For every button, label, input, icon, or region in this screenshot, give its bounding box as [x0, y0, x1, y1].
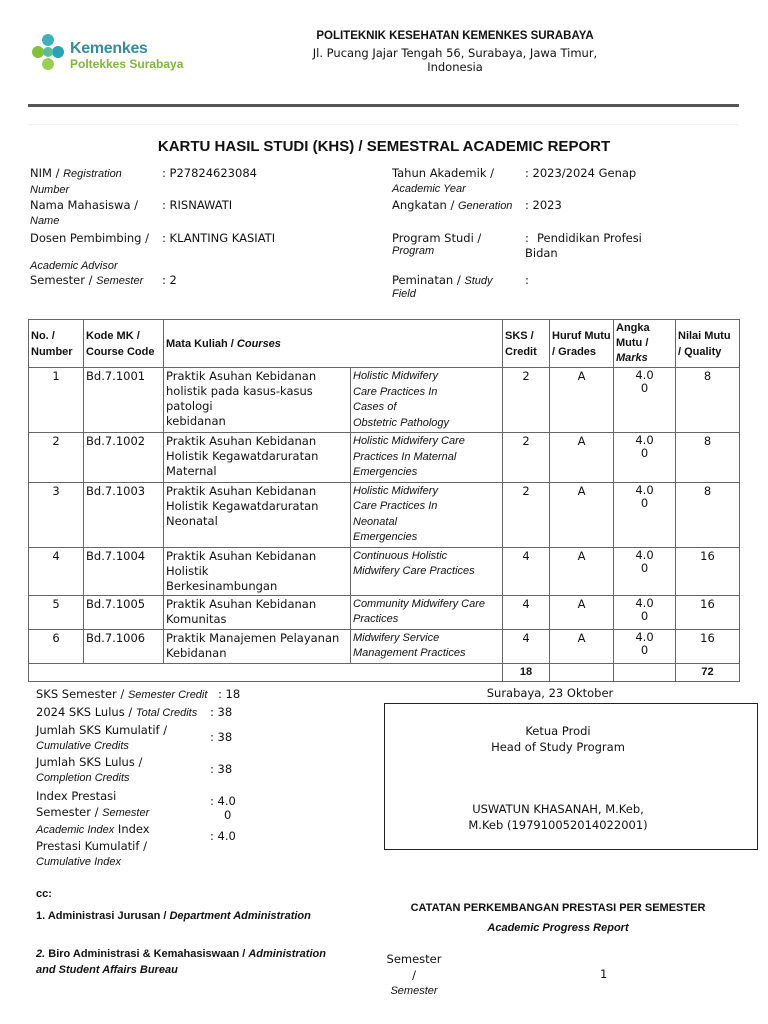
course-code: Bd.7.1002	[84, 433, 164, 483]
row-number: 3	[29, 482, 84, 547]
course-name-en: Community Midwifery Care Practices	[351, 595, 503, 629]
grade-cell: A	[550, 433, 614, 483]
cc-title: cc:	[36, 888, 52, 900]
total-sks: 18	[503, 663, 550, 681]
table-total-row	[29, 663, 740, 681]
header-rule-thin	[28, 124, 739, 125]
year-label: Tahun Akademik / Academic Year	[392, 166, 495, 195]
grade-cell: A	[550, 629, 614, 663]
total-grade-cell	[550, 663, 614, 681]
nim-label: NIM / Registration Number	[30, 166, 122, 196]
quality-cell: 8	[676, 368, 740, 433]
table-row	[29, 482, 740, 547]
course-code: Bd.7.1004	[84, 547, 164, 595]
field-value: :	[525, 273, 529, 287]
cc-item-1: 1. Administrasi Jurusan / Department Administration	[36, 910, 311, 922]
index-label: Index Prestasi Semester / Semester Academic Index Index Prestasi Kumulatif / Cumulative Index	[36, 789, 150, 868]
course-name-en: Midwifery Service Management Practices	[351, 629, 503, 663]
col-header-code: Kode MK / Course Code	[84, 320, 164, 368]
semester-label: Semester / Semester	[30, 273, 144, 287]
total-credits-value: : 38	[210, 705, 233, 719]
credit-cell: 4	[503, 547, 550, 595]
progress-subtitle: Academic Progress Report	[487, 922, 629, 934]
grade-cell: A	[550, 368, 614, 433]
credit-cell: 4	[503, 629, 550, 663]
course-name-id: Praktik Asuhan Kebidanan holistik pada kasus-kasus patologi kebidanan	[164, 368, 351, 433]
page-title: KARTU HASIL STUDI (KHS) / SEMESTRAL ACADEMIC REPORT	[157, 138, 611, 155]
name-label: Nama Mahasiswa / Name	[30, 198, 139, 227]
marks-cell: 4.0 0	[614, 595, 676, 629]
course-name-id: Praktik Manajemen Pelayanan Kebidanan	[164, 629, 351, 663]
quality-cell: 16	[676, 547, 740, 595]
place-date: Surabaya, 23 Oktober	[486, 686, 614, 700]
completion-credits-label: Jumlah SKS Lulus / Completion Credits	[36, 755, 143, 784]
course-name-en: Holistic Midwifery Care Practices In Maternal Emergencies	[351, 433, 503, 483]
advisor-value: : KLANTING KASIATI	[162, 231, 276, 245]
total-marks-cell	[614, 663, 676, 681]
header-rule	[28, 104, 739, 107]
course-name-id: Praktik Asuhan Kebidanan Holistik Kegawatdaruratan Neonatal	[164, 482, 351, 547]
marks-cell: 4.0 0	[614, 629, 676, 663]
total-label-cell	[29, 663, 503, 681]
signature-role: Ketua Prodi Head of Study Program	[491, 724, 625, 754]
cumulative-credits-label: Jumlah SKS Kumulatif / Cumulative Credits	[36, 723, 168, 752]
course-name-id: Praktik Asuhan Kebidanan Komunitas	[164, 595, 351, 629]
course-name-en: Holistic Midwifery Care Practices In Neonatal Emergencies	[351, 482, 503, 547]
semester-value: : 2	[162, 273, 177, 287]
logo-mark-icon	[30, 32, 68, 78]
logo-title: Kemenkes	[70, 40, 148, 57]
course-name-en: Continuous Holistic Midwifery Care Practices	[351, 547, 503, 595]
quality-cell: 16	[676, 629, 740, 663]
completion-credits-value: : 38	[210, 762, 233, 776]
total-quality: 72	[676, 663, 740, 681]
course-code: Bd.7.1005	[84, 595, 164, 629]
semester-index-value: : 4.0 0	[210, 794, 236, 822]
year-value: : 2023/2024 Genap	[525, 166, 637, 180]
row-number: 4	[29, 547, 84, 595]
course-name-en: Holistic Midwifery Care Practices In Cases of Obstetric Pathology	[351, 368, 503, 433]
name-value: : RISNAWATI	[162, 198, 233, 212]
cumulative-index-value: : 4.0	[210, 829, 236, 843]
course-code: Bd.7.1001	[84, 368, 164, 433]
cumulative-credits-value: : 38	[210, 730, 233, 744]
address-line-2: Indonesia	[427, 60, 483, 74]
quality-cell: 8	[676, 482, 740, 547]
table-row	[29, 595, 740, 629]
grade-cell: A	[550, 482, 614, 547]
marks-cell: 4.0 0	[614, 547, 676, 595]
credit-cell: 4	[503, 595, 550, 629]
credit-cell: 2	[503, 433, 550, 483]
institution-address	[300, 46, 610, 74]
sks-semester-value: : 18	[218, 687, 241, 701]
marks-cell: 4.0 0	[614, 368, 676, 433]
progress-semester-label: Semester / Semester	[386, 952, 442, 997]
marks-cell: 4.0 0	[614, 433, 676, 483]
course-name-id: Praktik Asuhan Kebidanan Holistik Berkesinambungan	[164, 547, 351, 595]
table-row	[29, 368, 740, 433]
signature-name: USWATUN KHASANAH, M.Keb, M.Keb (197910052014022001)	[468, 802, 648, 832]
grade-cell: A	[550, 595, 614, 629]
program-colon: :	[525, 231, 529, 245]
row-number: 2	[29, 433, 84, 483]
table-header-row	[29, 320, 740, 368]
course-name-id: Praktik Asuhan Kebidanan Holistik Kegawatdaruratan Maternal	[164, 433, 351, 483]
total-credits-label: 2024 SKS Lulus / Total Credits	[36, 705, 198, 719]
table-row	[29, 433, 740, 483]
grades-table	[28, 319, 740, 682]
field-label: Peminatan / Study Field	[392, 273, 493, 300]
row-number: 6	[29, 629, 84, 663]
table-row	[29, 629, 740, 663]
col-header-quality: Nilai Mutu / Quality	[676, 320, 740, 368]
col-header-no: No. / Number	[29, 320, 84, 368]
institution-name: POLITEKNIK KESEHATAN KEMENKES SURABAYA	[316, 30, 594, 42]
generation-value: : 2023	[525, 198, 562, 212]
progress-semester-value: 1	[600, 967, 608, 981]
course-code: Bd.7.1006	[84, 629, 164, 663]
quality-cell: 8	[676, 433, 740, 483]
marks-cell: 4.0 0	[614, 482, 676, 547]
quality-cell: 16	[676, 595, 740, 629]
credit-cell: 2	[503, 368, 550, 433]
generation-label: Angkatan / Generation	[392, 198, 513, 212]
logo-subtitle: Poltekkes Surabaya	[70, 57, 184, 71]
progress-title: CATATAN PERKEMBANGAN PRESTASI PER SEMESTER	[410, 902, 706, 914]
row-number: 5	[29, 595, 84, 629]
advisor-sub: Academic Advisor	[30, 260, 118, 272]
col-header-course: Mata Kuliah / Courses	[164, 320, 503, 368]
program-label: Program Studi / Program	[392, 231, 482, 257]
col-header-marks: Angka Mutu / Marks	[614, 320, 676, 368]
program-value: Pendidikan Profesi Bidan	[525, 231, 642, 260]
course-code: Bd.7.1003	[84, 482, 164, 547]
sks-semester-label: SKS Semester / Semester Credit	[36, 687, 208, 701]
col-header-sks: SKS / Credit	[503, 320, 550, 368]
nim-value: : P27824623084	[162, 166, 257, 180]
col-header-grade: Huruf Mutu / Grades	[550, 320, 614, 368]
table-row	[29, 547, 740, 595]
advisor-label: Dosen Pembimbing /	[30, 231, 150, 245]
grade-cell: A	[550, 547, 614, 595]
credit-cell: 2	[503, 482, 550, 547]
address-line-1: Jl. Pucang Jajar Tengah 56, Surabaya, Jawa Timur,	[312, 46, 598, 60]
row-number: 1	[29, 368, 84, 433]
cc-item-2: 2. Biro Administrasi & Kemahasiswaan / Administration and Student Affairs Bureau	[36, 948, 326, 976]
